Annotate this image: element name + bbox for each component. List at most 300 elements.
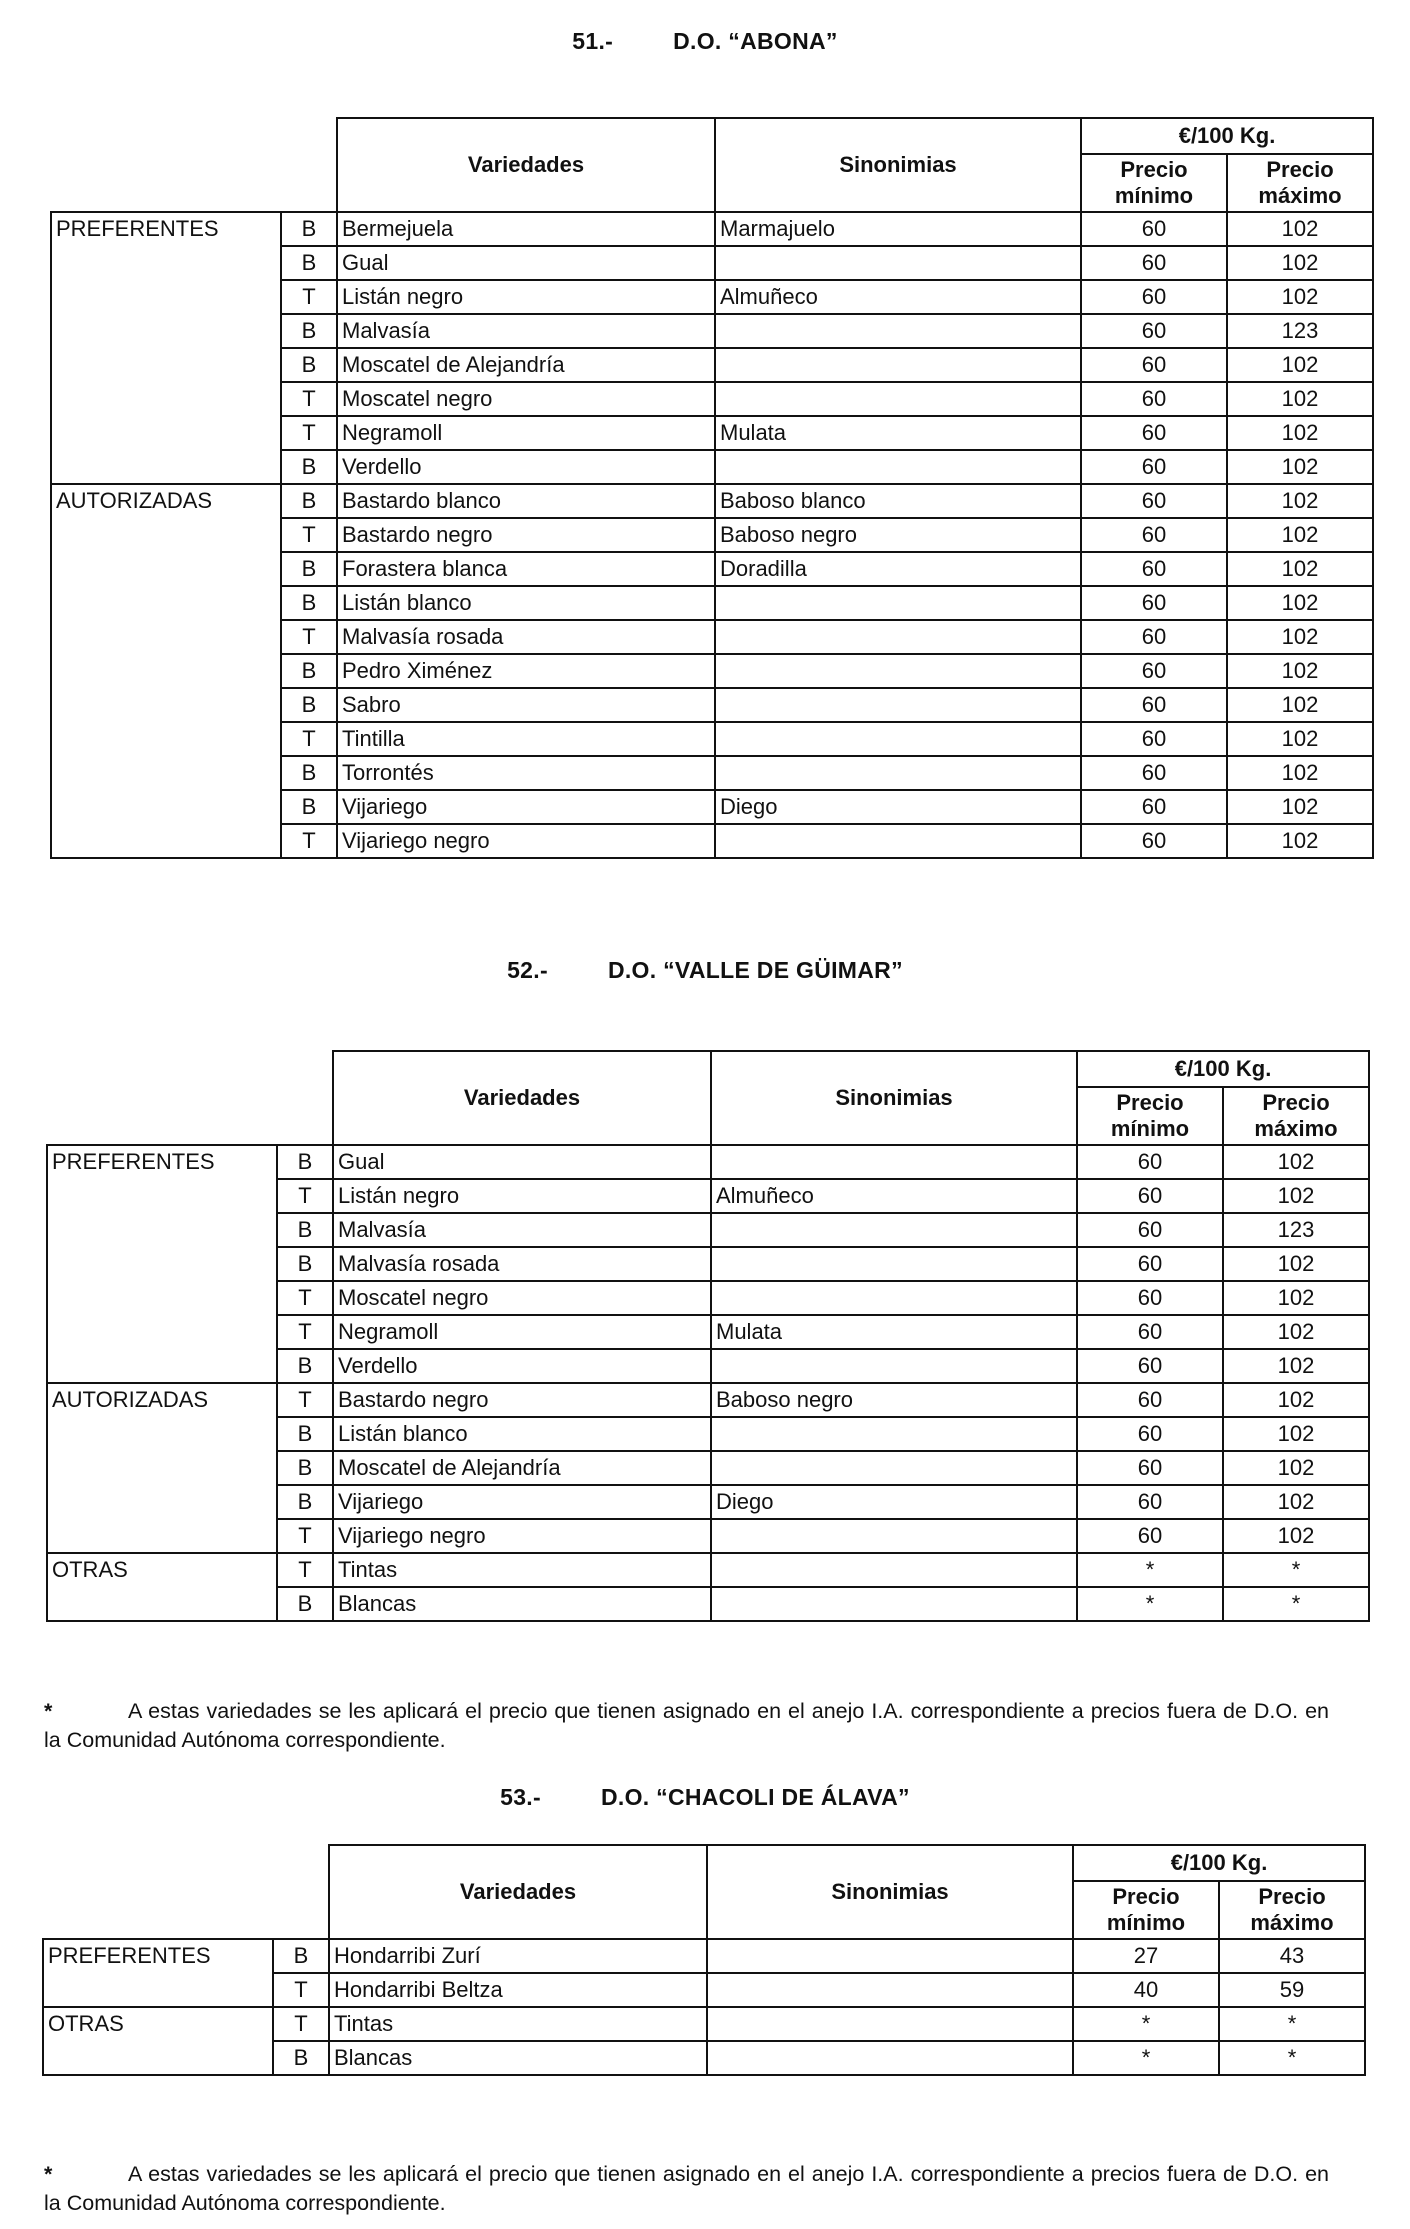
table-row xyxy=(43,1973,1365,2007)
precio-minimo-cell: 60 xyxy=(1081,416,1227,450)
color-cell: B xyxy=(277,1417,333,1451)
precio-minimo-cell: 60 xyxy=(1081,654,1227,688)
precio-maximo-cell: 102 xyxy=(1227,620,1373,654)
precio-maximo-cell: 102 xyxy=(1227,654,1373,688)
color-cell: B xyxy=(281,314,337,348)
header-sinonimias: Sinonimias xyxy=(711,1051,1077,1145)
header-row xyxy=(43,1845,1365,1881)
precio_minimo-line-2: mínimo xyxy=(1106,1910,1186,1935)
precio-minimo-cell: 60 xyxy=(1081,688,1227,722)
color-cell: B xyxy=(281,246,337,280)
color-cell: B xyxy=(277,1485,333,1519)
precio-minimo-cell: 60 xyxy=(1077,1179,1223,1213)
precio-minimo-cell: 40 xyxy=(1073,1973,1219,2007)
variedad-cell: Verdello xyxy=(333,1349,711,1383)
category-cell xyxy=(51,552,281,586)
header-price-unit: €/100 Kg. xyxy=(1081,118,1373,154)
precio-maximo-cell: 102 xyxy=(1223,1485,1369,1519)
precio-maximo-cell: * xyxy=(1219,2007,1365,2041)
color-cell: T xyxy=(277,1315,333,1349)
variedad-cell: Torrontés xyxy=(337,756,715,790)
category-cell xyxy=(51,586,281,620)
table-row xyxy=(51,688,1373,722)
precio-maximo-cell: 102 xyxy=(1227,450,1373,484)
header-blank-cell xyxy=(47,1051,333,1145)
precio_maximo-line-2: máximo xyxy=(1254,1116,1338,1141)
sinonimia-cell xyxy=(711,1281,1077,1315)
category-cell xyxy=(51,824,281,858)
precio_maximo-line-2: máximo xyxy=(1258,183,1342,208)
color-cell: T xyxy=(281,280,337,314)
section-title-52: 52.- D.O. “VALLE DE GÜIMAR” xyxy=(507,957,903,983)
footnote-53: * A estas variedades se les aplicará el precio que tienen asignado en el anejo I.A. correspondiente a precios fuera de D.O. en la Comunidad Autónoma correspondiente. xyxy=(44,2162,1329,2215)
color-cell: T xyxy=(281,416,337,450)
precio-maximo-cell: 102 xyxy=(1227,212,1373,246)
precio-maximo-cell: 102 xyxy=(1227,348,1373,382)
color-cell: B xyxy=(281,484,337,518)
color-cell: B xyxy=(273,2041,329,2075)
precio-minimo-cell: 60 xyxy=(1081,824,1227,858)
sinonimia-cell: Marmajuelo xyxy=(715,212,1081,246)
sinonimia-cell xyxy=(711,1213,1077,1247)
precio-maximo-cell: * xyxy=(1219,2041,1365,2075)
color-cell: T xyxy=(277,1281,333,1315)
variedad-cell: Negramoll xyxy=(333,1315,711,1349)
precio-minimo-cell: 60 xyxy=(1077,1417,1223,1451)
sinonimia-cell xyxy=(715,756,1081,790)
precio-minimo-cell: 60 xyxy=(1077,1451,1223,1485)
table-row xyxy=(51,586,1373,620)
precio-minimo-cell: 60 xyxy=(1077,1519,1223,1553)
sinonimia-cell: Mulata xyxy=(715,416,1081,450)
precio-minimo-cell: * xyxy=(1077,1553,1223,1587)
color-cell: B xyxy=(277,1145,333,1179)
precio-maximo-cell: 59 xyxy=(1219,1973,1365,2007)
color-cell: T xyxy=(281,620,337,654)
header-precio-minimo xyxy=(1081,154,1227,212)
table-row xyxy=(43,2041,1365,2075)
precio-maximo-cell: 102 xyxy=(1223,1247,1369,1281)
color-cell: B xyxy=(281,450,337,484)
variedad-cell: Moscatel de Alejandría xyxy=(337,348,715,382)
table-row xyxy=(51,518,1373,552)
category-cell xyxy=(47,1179,277,1213)
variedad-cell: Bermejuela xyxy=(337,212,715,246)
sinonimia-cell xyxy=(715,654,1081,688)
table-row xyxy=(47,1145,1369,1179)
sinonimia-cell xyxy=(707,2041,1073,2075)
table-row xyxy=(47,1213,1369,1247)
sinonimia-cell xyxy=(711,1247,1077,1281)
color-cell: B xyxy=(281,586,337,620)
sinonimia-cell xyxy=(711,1587,1077,1621)
table-row xyxy=(43,1939,1365,1973)
precio-maximo-cell: 102 xyxy=(1227,722,1373,756)
variedad-cell: Moscatel de Alejandría xyxy=(333,1451,711,1485)
category-cell: PREFERENTES xyxy=(43,1939,273,1973)
footnote-52: * A estas variedades se les aplicará el precio que tienen asignado en el anejo I.A. correspondiente a precios fuera de D.O. en la Comunidad Autónoma correspondiente. xyxy=(44,1699,1329,1752)
variedad-cell: Malvasía xyxy=(333,1213,711,1247)
precio-maximo-cell: 102 xyxy=(1227,518,1373,552)
sinonimia-cell xyxy=(711,1349,1077,1383)
color-cell: T xyxy=(281,518,337,552)
sinonimia-cell xyxy=(715,314,1081,348)
table-row xyxy=(47,1587,1369,1621)
do-table-abona xyxy=(50,117,1374,859)
color-cell: B xyxy=(281,552,337,586)
header-precio-maximo xyxy=(1227,154,1373,212)
precio-maximo-cell: 102 xyxy=(1227,382,1373,416)
precio-maximo-cell: 102 xyxy=(1227,824,1373,858)
color-cell: T xyxy=(281,722,337,756)
category-cell xyxy=(51,314,281,348)
table-row xyxy=(47,1451,1369,1485)
precio-minimo-cell: 60 xyxy=(1081,756,1227,790)
sinonimia-cell xyxy=(715,620,1081,654)
category-cell xyxy=(51,620,281,654)
sinonimia-cell: Mulata xyxy=(711,1315,1077,1349)
precio-maximo-cell: 123 xyxy=(1227,314,1373,348)
do-table-chacoli-de-alava xyxy=(42,1844,1366,2076)
category-cell xyxy=(51,382,281,416)
table-row xyxy=(51,416,1373,450)
sinonimia-cell xyxy=(715,688,1081,722)
precio-minimo-cell: 60 xyxy=(1081,212,1227,246)
table-row xyxy=(47,1315,1369,1349)
sinonimia-cell xyxy=(707,2007,1073,2041)
sinonimia-cell xyxy=(715,722,1081,756)
variedad-cell: Moscatel negro xyxy=(337,382,715,416)
precio-maximo-cell: 102 xyxy=(1223,1179,1369,1213)
category-cell xyxy=(51,790,281,824)
precio-maximo-cell: 102 xyxy=(1227,280,1373,314)
precio-maximo-cell: 102 xyxy=(1227,246,1373,280)
category-cell xyxy=(51,246,281,280)
category-cell xyxy=(51,722,281,756)
header-sinonimias: Sinonimias xyxy=(715,118,1081,212)
category-cell xyxy=(47,1587,277,1621)
color-cell: T xyxy=(273,1973,329,2007)
precio-maximo-cell: 102 xyxy=(1223,1281,1369,1315)
variedad-cell: Vijariego xyxy=(337,790,715,824)
precio-maximo-cell: 102 xyxy=(1227,552,1373,586)
precio-maximo-cell: 102 xyxy=(1223,1451,1369,1485)
header-precio-maximo xyxy=(1223,1087,1369,1145)
variedad-cell: Gual xyxy=(333,1145,711,1179)
precio_maximo-line-1: Precio xyxy=(1266,157,1334,182)
sinonimia-cell xyxy=(711,1451,1077,1485)
precio-maximo-cell: * xyxy=(1223,1587,1369,1621)
precio-minimo-cell: * xyxy=(1077,1587,1223,1621)
variedad-cell: Tintas xyxy=(333,1553,711,1587)
precio-minimo-cell: 60 xyxy=(1081,314,1227,348)
table-row xyxy=(47,1417,1369,1451)
table-row xyxy=(51,552,1373,586)
color-cell: T xyxy=(281,382,337,416)
color-cell: T xyxy=(277,1179,333,1213)
variedad-cell: Bastardo negro xyxy=(333,1383,711,1417)
header-row xyxy=(47,1051,1369,1087)
category-cell xyxy=(47,1315,277,1349)
precio-minimo-cell: 60 xyxy=(1081,518,1227,552)
table-row xyxy=(47,1383,1369,1417)
header-price-unit: €/100 Kg. xyxy=(1077,1051,1369,1087)
color-cell: T xyxy=(277,1383,333,1417)
color-cell: B xyxy=(277,1213,333,1247)
variedad-cell: Vijariego negro xyxy=(333,1519,711,1553)
sinonimia-cell xyxy=(707,1973,1073,2007)
precio-maximo-cell: 102 xyxy=(1227,484,1373,518)
header-sinonimias: Sinonimias xyxy=(707,1845,1073,1939)
color-cell: B xyxy=(281,212,337,246)
variedad-cell: Hondarribi Beltza xyxy=(329,1973,707,2007)
table-row xyxy=(51,722,1373,756)
variedad-cell: Listán negro xyxy=(337,280,715,314)
header-price-unit: €/100 Kg. xyxy=(1073,1845,1365,1881)
variedad-cell: Hondarribi Zurí xyxy=(329,1939,707,1973)
variedad-cell: Blancas xyxy=(329,2041,707,2075)
variedad-cell: Tintas xyxy=(329,2007,707,2041)
table-row xyxy=(51,382,1373,416)
table-row xyxy=(47,1281,1369,1315)
sinonimia-cell xyxy=(715,450,1081,484)
precio_maximo-line-1: Precio xyxy=(1258,1884,1326,1909)
precio-maximo-cell: 102 xyxy=(1227,416,1373,450)
sinonimia-cell xyxy=(711,1519,1077,1553)
category-cell xyxy=(51,280,281,314)
sinonimia-cell xyxy=(715,348,1081,382)
variedad-cell: Listán blanco xyxy=(333,1417,711,1451)
variedad-cell: Pedro Ximénez xyxy=(337,654,715,688)
precio-minimo-cell: 60 xyxy=(1081,620,1227,654)
header-precio-minimo xyxy=(1073,1881,1219,1939)
precio_minimo-line-1: Precio xyxy=(1116,1090,1184,1115)
category-cell xyxy=(51,688,281,722)
sinonimia-cell xyxy=(715,382,1081,416)
table-row xyxy=(47,1519,1369,1553)
precio-minimo-cell: * xyxy=(1073,2041,1219,2075)
precio-maximo-cell: 102 xyxy=(1227,586,1373,620)
color-cell: B xyxy=(281,688,337,722)
sinonimia-cell: Baboso blanco xyxy=(715,484,1081,518)
color-cell: T xyxy=(277,1519,333,1553)
category-cell xyxy=(47,1519,277,1553)
precio-maximo-cell: 102 xyxy=(1223,1383,1369,1417)
precio-maximo-cell: 43 xyxy=(1219,1939,1365,1973)
variedad-cell: Blancas xyxy=(333,1587,711,1621)
precio-minimo-cell: 60 xyxy=(1077,1145,1223,1179)
category-cell xyxy=(47,1417,277,1451)
variedad-cell: Sabro xyxy=(337,688,715,722)
sinonimia-cell xyxy=(707,1939,1073,1973)
precio_maximo-line-2: máximo xyxy=(1250,1910,1334,1935)
table-row xyxy=(51,790,1373,824)
category-cell xyxy=(47,1247,277,1281)
precio-minimo-cell: 60 xyxy=(1081,484,1227,518)
table-row xyxy=(51,314,1373,348)
variedad-cell: Bastardo blanco xyxy=(337,484,715,518)
variedad-cell: Listán blanco xyxy=(337,586,715,620)
table-row xyxy=(51,450,1373,484)
header-blank-cell xyxy=(51,118,337,212)
table-row xyxy=(51,756,1373,790)
precio-maximo-cell: 102 xyxy=(1227,756,1373,790)
precio-maximo-cell: 123 xyxy=(1223,1213,1369,1247)
sinonimia-cell: Baboso negro xyxy=(715,518,1081,552)
precio-minimo-cell: 60 xyxy=(1077,1315,1223,1349)
precio-minimo-cell: * xyxy=(1073,2007,1219,2041)
variedad-cell: Malvasía xyxy=(337,314,715,348)
category-cell xyxy=(51,654,281,688)
precio-minimo-cell: 60 xyxy=(1081,450,1227,484)
variedad-cell: Vijariego xyxy=(333,1485,711,1519)
category-cell xyxy=(47,1451,277,1485)
precio-minimo-cell: 60 xyxy=(1077,1247,1223,1281)
precio-minimo-cell: 60 xyxy=(1077,1213,1223,1247)
section-title-53: 53.- D.O. “CHACOLI DE ÁLAVA” xyxy=(500,1784,910,1810)
color-cell: T xyxy=(277,1553,333,1587)
precio-maximo-cell: 102 xyxy=(1223,1417,1369,1451)
header-blank-cell xyxy=(43,1845,329,1939)
table-row xyxy=(51,280,1373,314)
sinonimia-cell: Almuñeco xyxy=(715,280,1081,314)
variedad-cell: Bastardo negro xyxy=(337,518,715,552)
table-row xyxy=(51,484,1373,518)
precio_minimo-line-2: mínimo xyxy=(1110,1116,1190,1141)
variedad-cell: Gual xyxy=(337,246,715,280)
color-cell: B xyxy=(281,790,337,824)
precio-minimo-cell: 60 xyxy=(1077,1281,1223,1315)
category-cell xyxy=(47,1281,277,1315)
sinonimia-cell: Diego xyxy=(711,1485,1077,1519)
category-cell: OTRAS xyxy=(47,1553,277,1587)
category-cell xyxy=(51,756,281,790)
sinonimia-cell xyxy=(715,246,1081,280)
sinonimia-cell xyxy=(711,1553,1077,1587)
precio-minimo-cell: 60 xyxy=(1077,1383,1223,1417)
table-row xyxy=(47,1247,1369,1281)
color-cell: B xyxy=(273,1939,329,1973)
category-cell: AUTORIZADAS xyxy=(51,484,281,518)
category-cell xyxy=(47,1349,277,1383)
sinonimia-cell xyxy=(715,586,1081,620)
header-precio-minimo xyxy=(1077,1087,1223,1145)
category-cell xyxy=(43,2041,273,2075)
table-row xyxy=(51,654,1373,688)
precio-minimo-cell: 60 xyxy=(1081,382,1227,416)
category-cell xyxy=(51,348,281,382)
table-row xyxy=(51,620,1373,654)
sinonimia-cell: Diego xyxy=(715,790,1081,824)
precio_maximo-line-1: Precio xyxy=(1262,1090,1330,1115)
category-cell: OTRAS xyxy=(43,2007,273,2041)
precio_minimo-line-1: Precio xyxy=(1120,157,1188,182)
header-variedades: Variedades xyxy=(333,1051,711,1145)
category-cell: PREFERENTES xyxy=(51,212,281,246)
variedad-cell: Listán negro xyxy=(333,1179,711,1213)
table-row xyxy=(47,1553,1369,1587)
precio-maximo-cell: 102 xyxy=(1223,1519,1369,1553)
color-cell: B xyxy=(277,1247,333,1281)
precio-maximo-cell: 102 xyxy=(1223,1349,1369,1383)
header-variedades: Variedades xyxy=(329,1845,707,1939)
sinonimia-cell: Almuñeco xyxy=(711,1179,1077,1213)
precio-minimo-cell: 60 xyxy=(1077,1485,1223,1519)
table-row xyxy=(43,2007,1365,2041)
table-row xyxy=(51,212,1373,246)
color-cell: B xyxy=(281,348,337,382)
precio_minimo-line-1: Precio xyxy=(1112,1884,1180,1909)
category-cell: PREFERENTES xyxy=(47,1145,277,1179)
category-cell xyxy=(43,1973,273,2007)
table-row xyxy=(47,1485,1369,1519)
table-row xyxy=(47,1179,1369,1213)
color-cell: B xyxy=(277,1349,333,1383)
variedad-cell: Vijariego negro xyxy=(337,824,715,858)
category-cell xyxy=(47,1213,277,1247)
sinonimia-cell: Baboso negro xyxy=(711,1383,1077,1417)
color-cell: T xyxy=(273,2007,329,2041)
color-cell: B xyxy=(277,1451,333,1485)
variedad-cell: Tintilla xyxy=(337,722,715,756)
precio-maximo-cell: 102 xyxy=(1227,688,1373,722)
precio-minimo-cell: 60 xyxy=(1081,586,1227,620)
color-cell: B xyxy=(277,1587,333,1621)
section-title-51: 51.- D.O. “ABONA” xyxy=(572,28,838,54)
category-cell xyxy=(47,1485,277,1519)
precio-minimo-cell: 60 xyxy=(1081,790,1227,824)
variedad-cell: Verdello xyxy=(337,450,715,484)
variedad-cell: Moscatel negro xyxy=(333,1281,711,1315)
precio-minimo-cell: 60 xyxy=(1081,246,1227,280)
category-cell: AUTORIZADAS xyxy=(47,1383,277,1417)
variedad-cell: Malvasía rosada xyxy=(337,620,715,654)
do-table-valle-de-guimar xyxy=(46,1050,1370,1622)
precio-minimo-cell: 27 xyxy=(1073,1939,1219,1973)
table-row xyxy=(51,348,1373,382)
sinonimia-cell: Doradilla xyxy=(715,552,1081,586)
precio-minimo-cell: 60 xyxy=(1081,722,1227,756)
sinonimia-cell xyxy=(715,824,1081,858)
color-cell: T xyxy=(281,824,337,858)
category-cell xyxy=(51,416,281,450)
precio-minimo-cell: 60 xyxy=(1081,280,1227,314)
header-precio-maximo xyxy=(1219,1881,1365,1939)
color-cell: B xyxy=(281,654,337,688)
table-row xyxy=(47,1349,1369,1383)
precio-maximo-cell: * xyxy=(1223,1553,1369,1587)
category-cell xyxy=(51,450,281,484)
sinonimia-cell xyxy=(711,1417,1077,1451)
precio-maximo-cell: 102 xyxy=(1223,1315,1369,1349)
header-variedades: Variedades xyxy=(337,118,715,212)
precio-maximo-cell: 102 xyxy=(1223,1145,1369,1179)
sinonimia-cell xyxy=(711,1145,1077,1179)
variedad-cell: Negramoll xyxy=(337,416,715,450)
table-row xyxy=(51,246,1373,280)
precio-minimo-cell: 60 xyxy=(1077,1349,1223,1383)
color-cell: B xyxy=(281,756,337,790)
precio-minimo-cell: 60 xyxy=(1081,552,1227,586)
header-row xyxy=(51,118,1373,154)
precio_minimo-line-2: mínimo xyxy=(1114,183,1194,208)
variedad-cell: Forastera blanca xyxy=(337,552,715,586)
category-cell xyxy=(51,518,281,552)
precio-maximo-cell: 102 xyxy=(1227,790,1373,824)
table-row xyxy=(51,824,1373,858)
precio-minimo-cell: 60 xyxy=(1081,348,1227,382)
variedad-cell: Malvasía rosada xyxy=(333,1247,711,1281)
